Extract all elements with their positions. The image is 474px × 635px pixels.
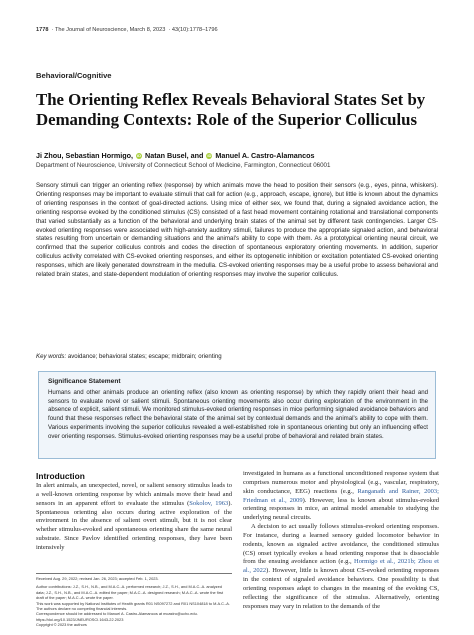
abstract: Sensory stimuli can trigger an orienting reflex (response) by which animals move the head to position their sensors (e.g., eyes, pinna, whiskers). Orienting responses may be important to evaluate stimuli that call for action (e.g., approach, escape, ignore), but little is known about the dynamics of orienting responses in the context of goal-directed actions. Using mice of either sex, we found that, during a signaled avoidance action, the orienting response evoked by the conditioned stimulus (CS) consisted of a fast head movement containing rotational and translational components that varied substantially as a function of the behavioral and underlying brain states of the animal set by different task contingencies. Larger CS-evoked orienting responses were associated with high-anxiety auditory stimuli, failures to produce the appropriate signaled action, and behavioral states resulting from uncertain or demanding situations and the animal's ability to cope with them. As a prototypical orienting neural circuit, we confirmed that the superior colliculus controls and codes the direction of spontaneous exploratory orienting movements. In addition, superior colliculus activity correlated with CS-evoked orienting responses, and either its optogenetic inhibition or excitation potentiated CS-evoked orienting responses, which are likely generated downstream in the medulla. CS-evoked orienting responses may be a useful probe to assess behavioral and related brain states, and state-dependent modulation of orienting responses may involve the superior colliculus. [36,182,438,279]
orcid-icon[interactable]: iD [137,153,142,158]
footnote-interests: The authors declare no competing financial interests. [36,606,128,612]
paper-title: The Orienting Reflex Reveals Behavioral States Set by Demanding Contexts: Role of the Superior Colliculus [36,90,426,129]
intro-text: In alert animals, an unexpected, novel, or salient sensory stimulus leads to a well-known orienting response by which animals move their head and sensors in an apparent effort to evaluate the stimulus ( [36,482,232,507]
footnote-contributions: Author contributions: J.Z., S.H., N.B., and M.A.C.-A. performed research; J.Z., S.H., and M.A.C.-A. analyzed [36,584,222,590]
orcid-icon[interactable]: iD [207,153,212,158]
significance-heading: Significance Statement [48,378,121,385]
footnote-funding: This work was supported by National Institutes of Health grants R01 NS097272 and R01 NS104818 to M.A.C.-A. [36,600,230,606]
footnote-divider [36,573,232,574]
intro-text: ). However, less is known about stimulus-evoked orienting responses in mice, an animal model amenable to studying the underlying neural circuits. [243,496,439,522]
significance-text: Humans and other animals produce an orienting reflex (also known as orienting response) by which they rapidly orient their head and sensors to evaluate novel or salient stimuli. Spontaneous orienting movements also occur during exploration of the environment in the absence of explicit, salient stimuli. We monitored stimulus-evoked orienting responses in mice performing signaled avoidance behaviors and found that these responses reflect the behavioral state of the animal set by contextual demands and the animal's ability to cope with them. Various experiments involving the superior colliculus revealed a well-established role in spontaneous orienting but only an influencing effect over orienting responses. Stimulus-evoked orienting responses may be a useful probe of behavioral and related brain states. [48,389,428,440]
intro-text: ). Spontaneous orienting also occurs during active exploration of the environment in the absence of salient overt stimuli, but it is not clear whether stimulus-evoked and spontaneous orienting share the same neural substrate. Since Pavlov identified orienting responses, they have been intensively [36,499,232,551]
footnote-contributions: data; J.Z., S.H., N.B., and M.A.C.-A. edited the paper; M.A.C.-A. designed research; M.A.C.-A. wrote the first [36,589,224,595]
citation-link[interactable]: Hormigo et al., 2021b; Zhou et al., 2022 [243,558,439,575]
footnote-received: Received Aug. 29, 2022; revised Jan. 26, 2023; accepted Feb. 1, 2023. [36,576,159,581]
footnote-doi[interactable]: https://doi.org/10.1523/JNEUROSCI.1643-22.2023 [36,616,124,622]
volume-pages: 43(10):1778–1796 [171,27,218,33]
section-tag: Behavioral/Cognitive [36,71,112,80]
footnote-correspondence: Correspondence should be addressed to Manuel A. Castro-Alamancos at mcastro@uchc.edu. [36,611,198,617]
journal-name: The Journal of Neuroscience, March 8, 2023 [54,27,166,33]
keywords-label: Key words: [36,353,67,360]
author-names-1: Ji Zhou, Sebastian Hormigo, [36,151,134,160]
citation-link[interactable]: Ranganath and Rainer, 2003; Friedman et al., 2009 [243,487,439,504]
page-number: 1778 [36,27,49,33]
author-names-3: Manuel A. Castro-Alamancos [215,151,315,160]
intro-column-right [243,470,439,612]
keywords [36,353,222,360]
footnote-contributions: draft of the paper; M.A.C.-A. wrote the paper. [36,595,114,601]
citation-link[interactable]: Sokolov, 1963 [189,499,229,507]
author-list [36,151,456,160]
intro-column-left [36,482,232,553]
footnotes [36,576,232,628]
keywords-text: avoidance; behavioral states; escape; midbrain; orienting [67,353,222,360]
intro-text: ). However, little is known about CS-evoked orienting responses in the context of signaled avoidance behaviors. One possibility is that orienting responses adapt to changes in the meaning of the evoking CS, reflecting the significance of the stimulus. Alternatively, orienting responses may vary in relation to the demands of the [243,567,439,610]
intro-text: investigated in humans as a functional unconditioned response system that comprises numerous motor and physiological (e.g., vascular, respiratory, skin conductance, EEG) reactions (e.g., [243,470,439,495]
footnote-copyright: Copyright © 2023 the authors [36,622,87,628]
intro-text: A decision to act usually follows stimulus-evoked orienting responses. For instance, during a learned sensory guided locomotor behavior in rodents, known as signaled active avoidance, the conditioned stimulus (CS) onset typically evokes a head orienting response that is dissociable from the ensuing avoidance action (e.g., [243,523,439,566]
affiliation: Department of Neuroscience, University of Connecticut School of Medicine, Farmington, Connecticut 06001 [36,162,331,169]
author-names-2: Natan Busel, and [145,151,204,160]
running-head: 1778 · The Journal of Neuroscience, March 8, 2023 · 43(10):1778–1796 [36,27,218,33]
introduction-heading: Introduction [36,471,85,481]
